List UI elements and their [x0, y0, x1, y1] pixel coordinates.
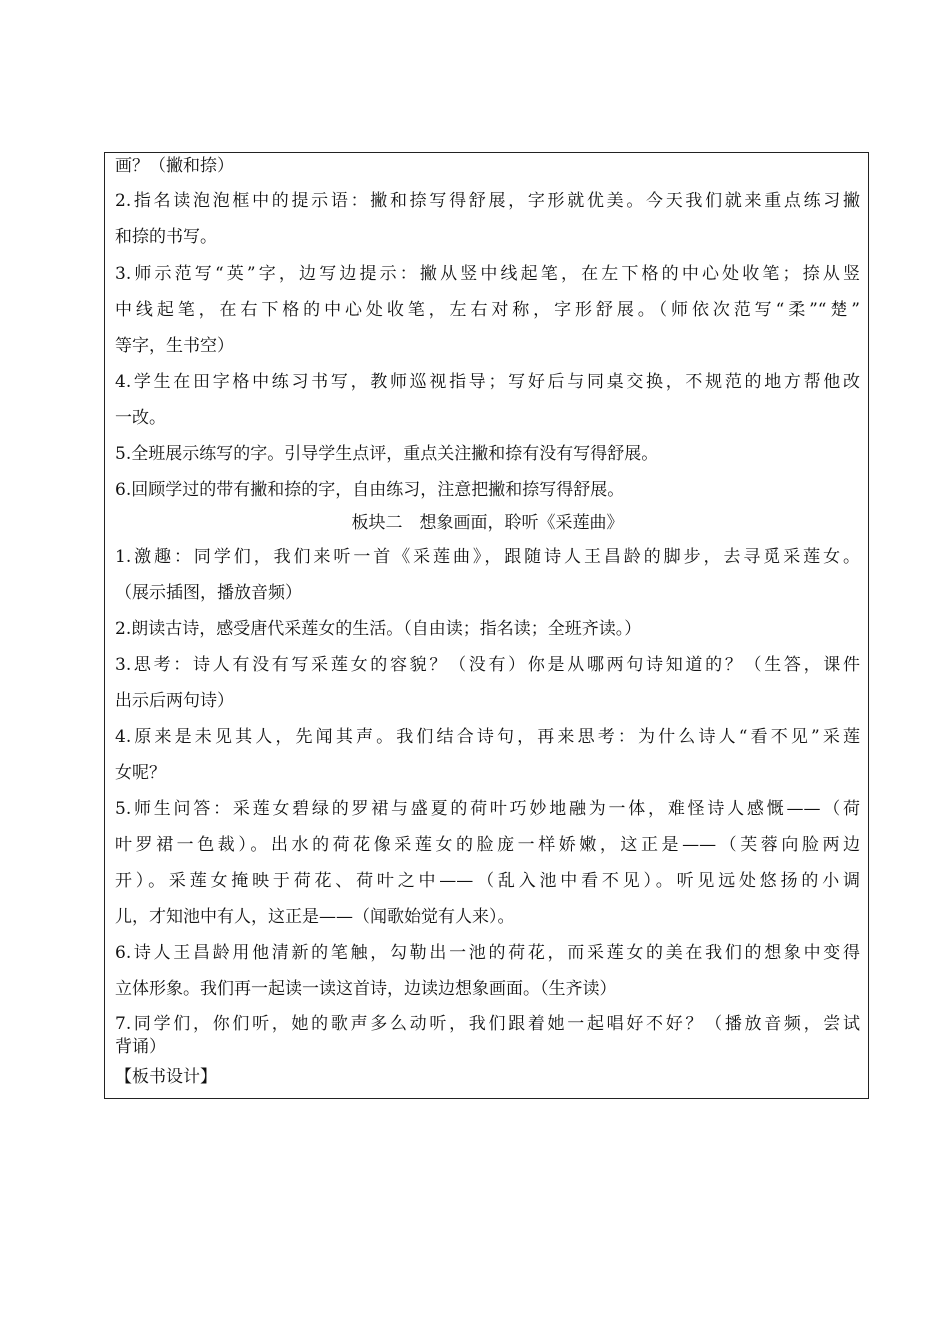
text-line: 背诵） [115, 1037, 166, 1057]
text-line: 和捺的书写。 [115, 227, 217, 247]
text-line: 画？（撇和捺） [115, 156, 234, 176]
text-line: 2.朗读古诗，感受唐代采莲女的生活。（自由读；指名读；全班齐读。） [115, 619, 642, 639]
text-line: 开）。采莲女掩映于荷花、荷叶之中——（乱入池中看不见）。听见远处悠扬的小调 [115, 871, 860, 891]
text-line: 5.师生问答：采莲女碧绿的罗裙与盛夏的荷叶巧妙地融为一体，难怪诗人感慨——（荷 [115, 799, 860, 819]
text-line: 叶罗裙一色裁）。出水的荷花像采莲女的脸庞一样娇嫩，这正是——（芙蓉向脸两边 [115, 835, 860, 855]
text-line: 1.激趣：同学们，我们来听一首《采莲曲》，跟随诗人王昌龄的脚步，去寻觅采莲女。 [115, 547, 860, 567]
text-line: 中线起笔，在右下格的中心处收笔，左右对称，字形舒展。（师依次范写“柔”“楚” [115, 300, 860, 320]
text-line: 5.全班展示练写的字。引导学生点评，重点关注撇和捺有没有写得舒展。 [115, 444, 659, 464]
text-line: 2.指名读泡泡框中的提示语：撇和捺写得舒展，字形就优美。今天我们就来重点练习撇 [115, 191, 860, 211]
lesson-plan-table [104, 152, 869, 1099]
text-line: 4.原来是未见其人，先闻其声。我们结合诗句，再来思考：为什么诗人“看不见”采莲 [115, 727, 860, 747]
text-line: 4.学生在田字格中练习书写，教师巡视指导；写好后与同桌交换，不规范的地方帮他改 [115, 372, 860, 392]
text-line: 一改。 [115, 408, 166, 428]
text-line: 3.师示范写“英”字，边写边提示：撇从竖中线起笔，在左下格的中心处收笔；捺从竖 [115, 264, 860, 284]
text-line: 6.诗人王昌龄用他清新的笔触，勾勒出一池的荷花，而采莲女的美在我们的想象中变得 [115, 943, 860, 963]
section-heading: 板块二 想象画面，聆听《采莲曲》 [351, 513, 624, 533]
text-line: 儿，才知池中有人，这正是——（闻歌始觉有人来）。 [115, 907, 515, 927]
text-line: 3.思考：诗人有没有写采莲女的容貌？（没有）你是从哪两句诗知道的？（生答，课件 [115, 655, 860, 675]
text-line: （展示插图，播放音频） [115, 583, 302, 603]
text-line: 6.回顾学过的带有撇和捺的字，自由练习，注意把撇和捺写得舒展。 [115, 480, 625, 500]
text-line: 女呢？ [115, 763, 166, 783]
text-line: 等字，生书空） [115, 336, 234, 356]
text-line: 7.同学们，你们听，她的歌声多么动听，我们跟着她一起唱好不好？（播放音频，尝试 [115, 1014, 860, 1034]
board-design-heading: 【板书设计】 [115, 1067, 217, 1087]
text-line: 出示后两句诗） [115, 691, 234, 711]
text-line: 立体形象。我们再一起读一读这首诗，边读边想象画面。（生齐读） [115, 979, 617, 999]
